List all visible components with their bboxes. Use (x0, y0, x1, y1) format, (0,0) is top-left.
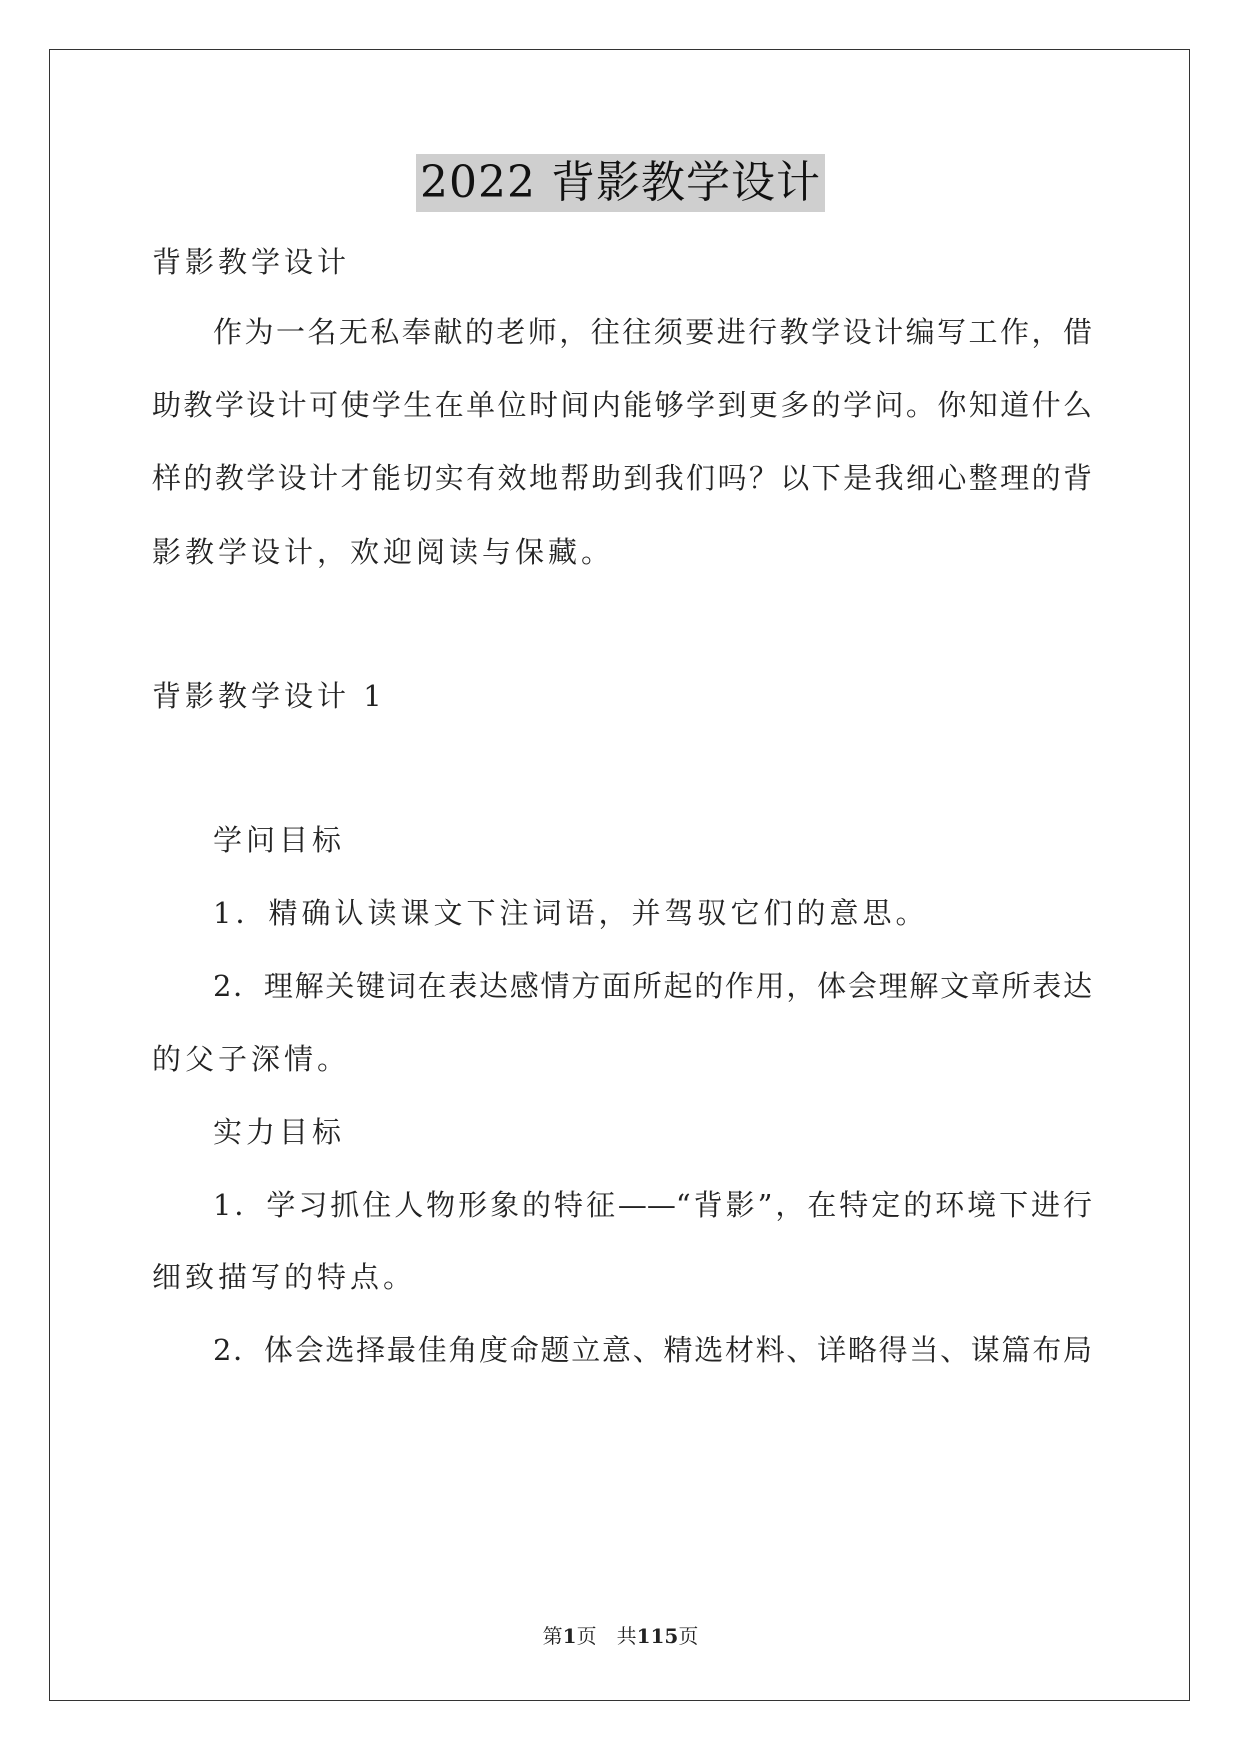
paragraph-line: 作为一名无私奉献的老师，往往须要进行教学设计编写工作，借 (213, 315, 1092, 349)
paragraph-line: 影教学设计，欢迎阅读与保藏。 (152, 535, 615, 569)
list-item: 1．精确认读课文下注词语，并驾驭它们的意思。 (213, 896, 929, 930)
title-container (0, 154, 1241, 212)
paragraph-line: 的父子深情。 (152, 1042, 351, 1076)
document-title: 2022 背影教学设计 (416, 154, 825, 212)
page-border (49, 49, 1190, 1701)
list-item: 1．学习抓住人物形象的特征——“背影”，在特定的环境下进行 (213, 1188, 1092, 1222)
subsection-heading: 实力目标 (213, 1115, 346, 1149)
paragraph-line: 样的教学设计才能切实有效地帮助到我们吗？以下是我细心整理的背 (152, 461, 1092, 495)
section-heading: 背影教学设计 1 (152, 679, 386, 713)
total-pages: 115 (636, 1624, 679, 1648)
page-footer (0, 1622, 1241, 1650)
current-page-number: 1 (562, 1624, 577, 1648)
subsection-heading: 学问目标 (213, 823, 346, 857)
paragraph-line: 助教学设计可使学生在单位时间内能够学到更多的学问。你知道什么 (152, 388, 1092, 422)
footer-mid: 页 共 (576, 1624, 637, 1648)
section-heading: 背影教学设计 (152, 245, 351, 279)
list-item: 2．体会选择最佳角度命题立意、精选材料、详略得当、谋篇布局 (213, 1333, 1092, 1367)
footer-prefix: 第 (542, 1624, 563, 1648)
footer-suffix: 页 (678, 1624, 699, 1648)
paragraph-line: 细致描写的特点。 (152, 1260, 417, 1294)
list-item: 2．理解关键词在表达感情方面所起的作用，体会理解文章所表达 (213, 969, 1092, 1003)
